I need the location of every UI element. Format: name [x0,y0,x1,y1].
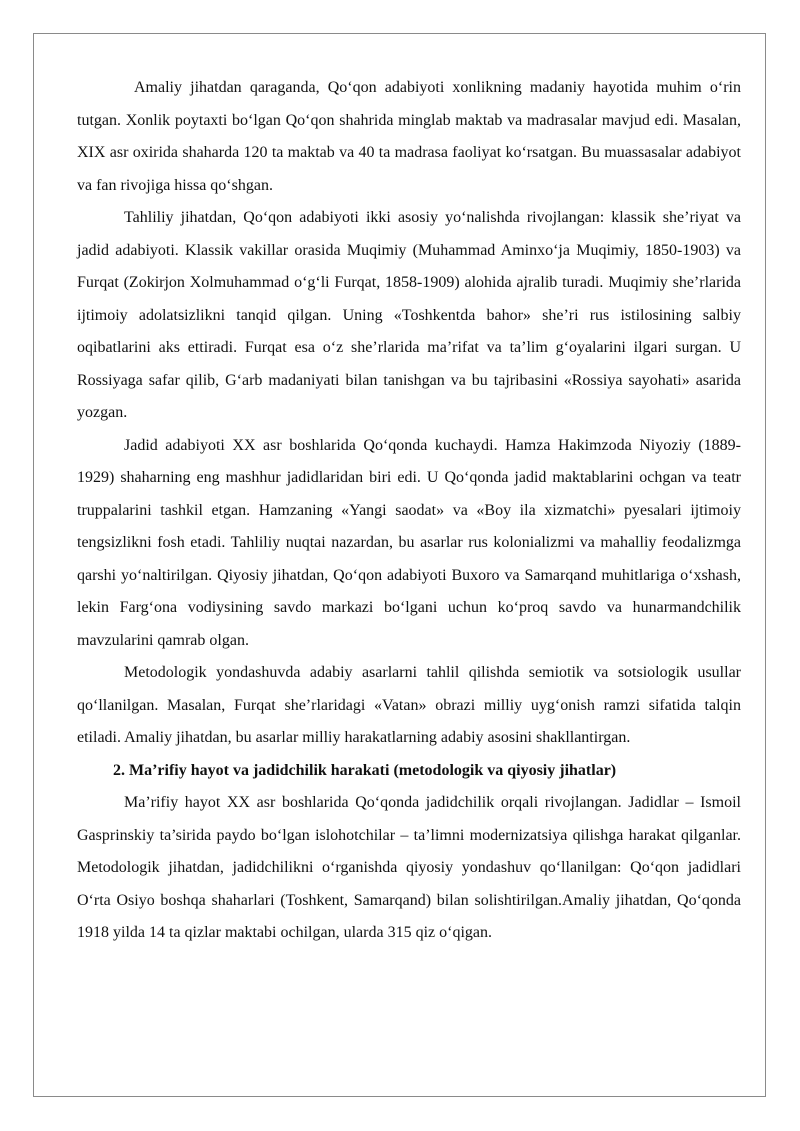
document-body [77,72,741,950]
section-heading: 2. Ma’rifiy hayot va jadidchilik harakati (metodologik va qiyosiy jihatlar) [113,761,617,779]
paragraph-1: Amaliy jihatdan qaraganda, Qo‘qon adabiyoti xonlikning madaniy hayotida muhim o‘rin tutgan. Xonlik poytaxti bo‘lgan Qo‘qon shahrida minglab maktab va madrasalar mavjud edi. Masalan, XIX asr oxirida shaharda 120 ta maktab va 40 ta madrasa faoliyat ko‘rsatgan. Bu muassasalar adabiyot va fan rivojiga hissa qo‘shgan. [77,79,741,194]
paragraph-5: Ma’rifiy hayot XX asr boshlarida Qo‘qonda jadidchilik orqali rivojlangan. Jadidlar – Ismoil Gasprinskiy ta’sirida paydo bo‘lgan islohotchilar – ta’limni modernizatsiya qilishga harakat qilganlar. Metodologik jihatdan, jadidchilikni o‘rganishda qiyosiy yondashuv qo‘llanilgan: Qo‘qon jadidlari O‘rta Osiyo boshqa shaharlari (Toshkent, Samarqand) bilan solishtirilgan.Amaliy jihatdan, Qo‘qonda 1918 yilda 14 ta qizlar maktabi ochilgan, ularda 315 qiz o‘qigan. [77,794,741,941]
paragraph-3: Jadid adabiyoti XX asr boshlarida Qo‘qonda kuchaydi. Hamza Hakimzoda Niyoziy (1889-1929) shaharning eng mashhur jadidlaridan biri edi. U Qo‘qonda jadid maktablarini ochgan va teatr truppalarini tashkil etgan. Hamzaning «Yangi saodat» va «Boy ila xizmatchi» pyesalari ijtimoiy tengsizlikni fosh etadi. Tahliliy nuqtai nazardan, bu asarlar rus kolonializmi va mahalliy feodalizmga qarshi yo‘naltirilgan. Qiyosiy jihatdan, Qo‘qon adabiyoti Buxoro va Samarqand muhitlariga o‘xshash, lekin Farg‘ona vodiysining savdo markazi bo‘lgani uchun ko‘proq savdo va hunarmandchilik mavzularini qamrab olgan. [77,436,741,649]
paragraph-4: Metodologik yondashuvda adabiy asarlarni tahlil qilishda semiotik va sotsiologik usullar qo‘llanilgan. Masalan, Furqat she’rlaridagi «Vatan» obrazi milliy uyg‘onish ramzi sifatida talqin etiladi. Amaliy jihatdan, bu asarlar milliy harakatlarning adabiy asosini shakllantirgan. [77,664,741,746]
paragraph-2: Tahliliy jihatdan, Qo‘qon adabiyoti ikki asosiy yo‘nalishda rivojlangan: klassik she’riyat va jadid adabiyoti. Klassik vakillar orasida Muqimiy (Muhammad Aminxo‘ja Muqimiy, 1850-1903) va Furqat (Zokirjon Xolmuhammad o‘g‘li Furqat, 1858-1909) alohida ajralib turadi. Muqimiy she’rlarida ijtimoiy adolatsizlikni tanqid qilgan. Uning «Toshkentda bahor» she’ri rus istilosining salbiy oqibatlarini aks ettiradi. Furqat esa o‘z she’rlarida ma’rifat va ta’lim g‘oyalarini ilgari surgan. U Rossiyaga safar qilib, G‘arb madaniyati bilan tanishgan va bu tajribasini «Rossiya sayohati» asarida yozgan. [77,209,741,421]
